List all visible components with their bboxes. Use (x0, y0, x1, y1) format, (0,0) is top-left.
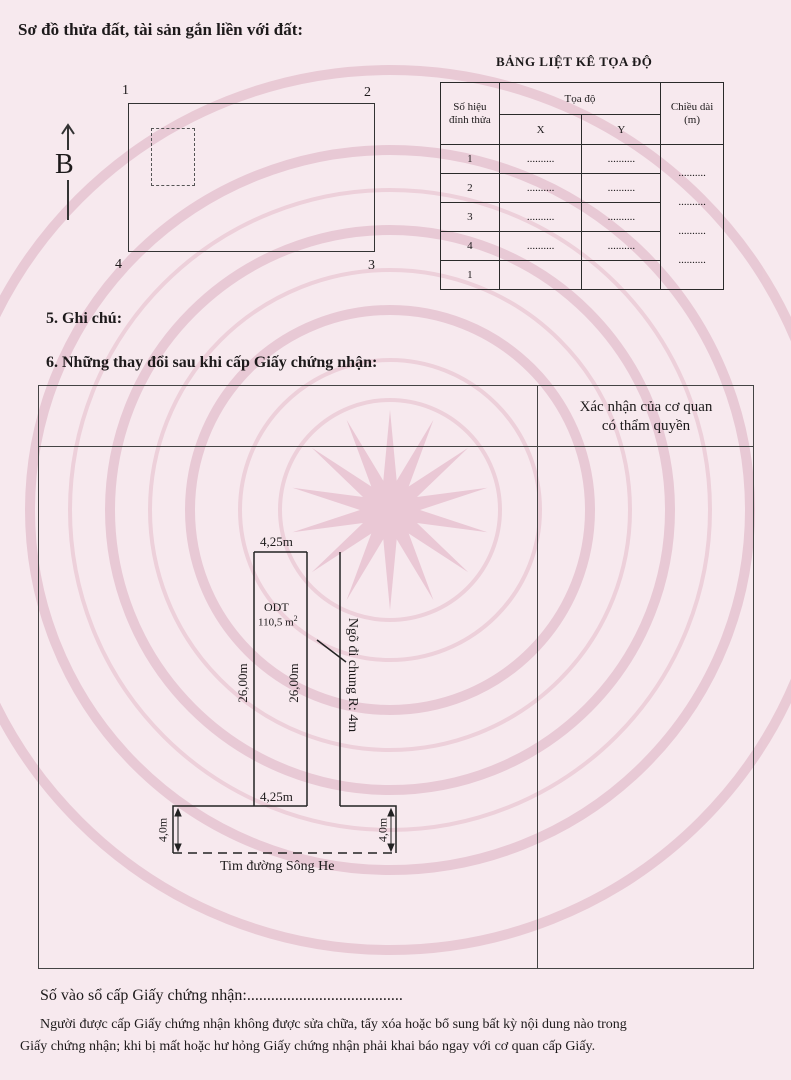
plot-side-left: 26,00m (235, 663, 250, 703)
coord-x: .......... (499, 174, 582, 203)
coord-point: 4 (441, 232, 500, 261)
corner-label-1: 1 (122, 83, 129, 98)
north-label: B (55, 149, 74, 180)
footer-note-line-1: Người được cấp Giấy chứng nhận không được sửa chữa, tẩy xóa hoặc bổ sung bất kỳ nội dung nào trong (40, 1017, 627, 1032)
coord-x: .......... (499, 145, 582, 174)
coord-col-x: X (499, 115, 582, 145)
coord-y: .......... (582, 145, 661, 174)
coord-y: .......... (582, 174, 661, 203)
coord-len: .......... (678, 254, 706, 266)
coord-y: .......... (582, 232, 661, 261)
plot-depth-right: 4,0m (375, 817, 390, 843)
coord-point: 2 (441, 174, 500, 203)
coord-len: .......... (678, 167, 706, 179)
footer-note-line-2: Giấy chứng nhận; khi bị mất hoặc hư hỏng Giấy chứng nhận phải khai báo ngay với cơ quan cấp Giấy. (20, 1039, 596, 1054)
plot-depth-left: 4,0m (155, 817, 170, 843)
confirm-authority-l2: có thẩm quyền (601, 418, 691, 434)
registry-number-line: Số vào sổ cấp Giấy chứng nhận:....................................... (40, 987, 403, 1004)
plot-land-code: ODT (264, 600, 289, 614)
corner-label-3: 3 (368, 258, 375, 273)
coord-col-y: Y (582, 115, 661, 145)
coord-col-len-l1: Chiều dài (670, 100, 714, 113)
notes-section-title: 5. Ghi chú: (46, 310, 123, 327)
changes-section-title: 6. Những thay đổi sau khi cấp Giấy chứng nhận: (46, 354, 378, 371)
coord-col-point-l2: đỉnh thửa (449, 113, 491, 126)
coord-x: .......... (499, 232, 582, 261)
corner-label-4: 4 (115, 257, 122, 272)
coord-table-title: BẢNG LIỆT KÊ TỌA ĐỘ (496, 54, 653, 69)
plot-side-right: 26,00m (286, 663, 301, 703)
shared-lane-label: Ngõ đi chung R: 4m (345, 617, 360, 733)
coord-point: 1 (441, 261, 500, 290)
confirm-authority-l1: Xác nhận của cơ quan (579, 399, 713, 415)
coord-col-point-l1: Số hiệu (453, 100, 487, 113)
corner-label-2: 2 (364, 85, 371, 100)
coord-col-coord: Tọa độ (499, 83, 660, 115)
road-centerline-label: Tim đường Sông He (220, 859, 335, 874)
coord-point: 3 (441, 203, 500, 232)
coord-col-len-l2: (m) (684, 113, 701, 126)
coord-y: .......... (582, 203, 661, 232)
sketch-section-title: Sơ đồ thửa đất, tài sản gắn liền với đất: (18, 20, 304, 39)
plot-area: 110,5 $m^2$ (258, 614, 298, 629)
plot-width-bottom: 4,25m (260, 789, 293, 804)
plot-width-top: 4,25m (260, 534, 293, 549)
coord-len: .......... (678, 225, 706, 237)
coord-len: .......... (678, 196, 706, 208)
coord-point: 1 (441, 145, 500, 174)
coord-x: .......... (499, 203, 582, 232)
